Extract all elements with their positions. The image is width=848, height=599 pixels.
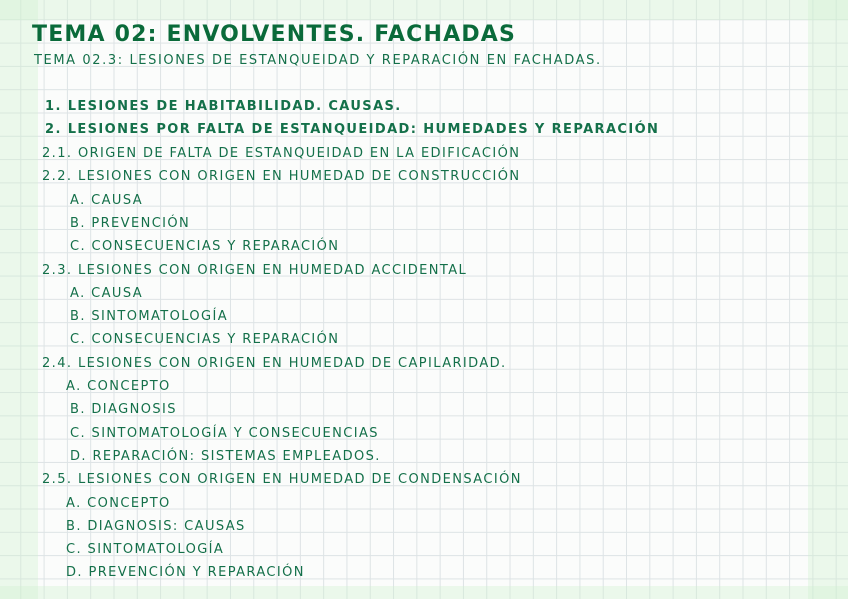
bottom-margin-band xyxy=(0,586,848,599)
list-item: A. CAUSA xyxy=(70,286,144,301)
list-item: 2.1. ORIGEN DE FALTA DE ESTANQUEIDAD EN LA EDIFICACIÓN xyxy=(42,146,521,161)
list-item: B. DIAGNOSIS xyxy=(70,402,177,417)
list-item: C. CONSECUENCIAS Y REPARACIÓN xyxy=(70,239,340,254)
list-item: C. SINTOMATOLOGÍA Y CONSECUENCIAS xyxy=(70,426,379,441)
list-item: A. CAUSA xyxy=(70,193,144,208)
list-item: A. CONCEPTO xyxy=(66,379,171,394)
left-margin-band xyxy=(0,0,38,599)
list-item: 2.2. LESIONES CON ORIGEN EN HUMEDAD DE CONSTRUCCIÓN xyxy=(42,169,521,184)
right-margin-band xyxy=(808,0,848,599)
list-item: 2. LESIONES POR FALTA DE ESTANQUEIDAD: HUMEDADES Y REPARACIÓN xyxy=(45,122,660,137)
page-subtitle: TEMA 02.3: LESIONES DE ESTANQUEIDAD Y REPARACIÓN EN FACHADAS. xyxy=(34,53,602,68)
list-item: B. DIAGNOSIS: CAUSAS xyxy=(66,519,246,534)
list-item: 2.5. LESIONES CON ORIGEN EN HUMEDAD DE CONDENSACIÓN xyxy=(42,472,522,487)
list-item: C. SINTOMATOLOGÍA xyxy=(66,542,225,557)
top-margin-band xyxy=(0,0,848,20)
list-item: D. PREVENCIÓN Y REPARACIÓN xyxy=(66,565,305,580)
list-item: B. SINTOMATOLOGÍA xyxy=(70,309,229,324)
list-item: D. REPARACIÓN: SISTEMAS EMPLEADOS. xyxy=(70,449,381,464)
list-item: 2.3. LESIONES CON ORIGEN EN HUMEDAD ACCIDENTAL xyxy=(42,263,468,278)
list-item: A. CONCEPTO xyxy=(66,496,171,511)
list-item: B. PREVENCIÓN xyxy=(70,216,191,231)
list-item: C. CONSECUENCIAS Y REPARACIÓN xyxy=(70,332,340,347)
list-item: 2.4. LESIONES CON ORIGEN EN HUMEDAD DE CAPILARIDAD. xyxy=(42,356,507,371)
page-title: TEMA 02: ENVOLVENTES. FACHADAS xyxy=(32,22,517,47)
list-item: 1. LESIONES DE HABITABILIDAD. CAUSAS. xyxy=(45,99,402,114)
